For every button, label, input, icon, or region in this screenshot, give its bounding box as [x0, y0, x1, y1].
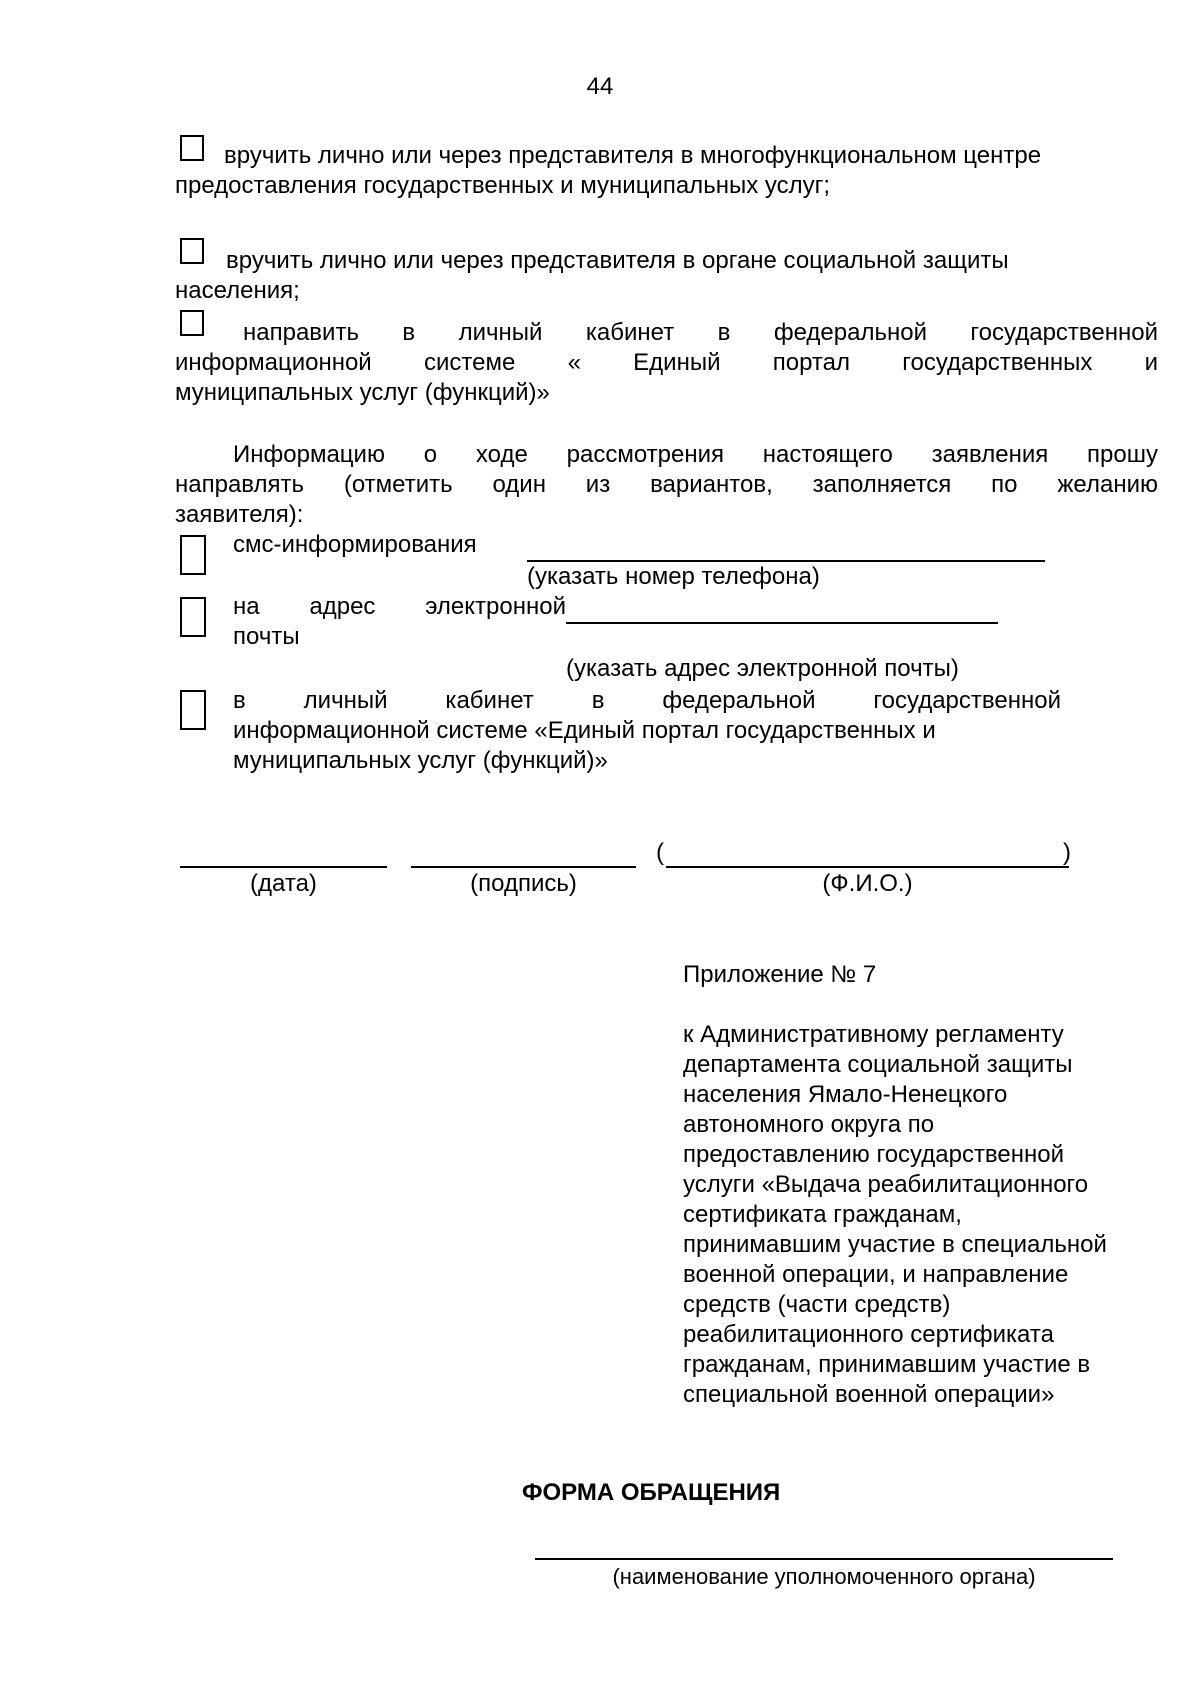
signature-label: (подпись)	[470, 870, 577, 897]
page-number: 44	[586, 73, 614, 100]
option-social-line2: населения;	[175, 277, 300, 304]
checkbox-sms[interactable]	[180, 535, 206, 575]
checkbox-social-office[interactable]	[180, 238, 204, 264]
appendix-line: предоставлению государственной	[683, 1141, 1065, 1168]
fio-line[interactable]	[666, 866, 1069, 868]
appendix-line: специальной военной операции»	[683, 1381, 1055, 1408]
checkbox-cabinet[interactable]	[180, 690, 206, 730]
option-gosuslugi-line2: информационной системе « Единый портал государственных и	[175, 349, 1158, 376]
appendix-line: автономного округа по	[683, 1111, 935, 1138]
authority-input-line[interactable]	[535, 1558, 1113, 1560]
appendix-text	[683, 1020, 1107, 1410]
appendix-line: услуги «Выдача реабилитационного	[683, 1171, 1089, 1198]
fio-open-paren: (	[656, 839, 664, 866]
appendix-line: населения Ямало-Ненецкого	[683, 1081, 1008, 1108]
appendix-line: гражданам, принимавшим участие в	[683, 1351, 1091, 1378]
cabinet-line2: информационной системе «Единый портал государственных и	[233, 717, 936, 744]
email-input-line[interactable]	[566, 622, 998, 624]
phone-hint: (указать номер телефона)	[527, 563, 820, 590]
email-hint: (указать адрес электронной почты)	[566, 655, 959, 682]
fio-label: (Ф.И.О.)	[822, 870, 913, 897]
checkbox-email[interactable]	[180, 597, 206, 637]
date-line[interactable]	[180, 866, 387, 868]
email-label-line1: на адрес электронной	[233, 593, 566, 620]
appendix-line: реабилитационного сертификата	[683, 1321, 1054, 1348]
date-label: (дата)	[250, 870, 317, 897]
info-paragraph-line1: Информацию о ходе рассмотрения настоящего заявления прошу	[233, 441, 1158, 468]
appendix-line: департамента социальной защиты	[683, 1051, 1073, 1078]
info-paragraph-line2: направлять (отметить один из вариантов, заполняется по желанию	[175, 471, 1158, 498]
appendix-line: военной операции, и направление	[683, 1261, 1069, 1288]
fio-close-paren: )	[1063, 839, 1071, 866]
option-gosuslugi-line1: направить в личный кабинет в федеральной государственной	[243, 319, 1158, 346]
cabinet-line1: в личный кабинет в федеральной государственной	[233, 687, 1061, 714]
authority-hint: (наименование уполномоченного органа)	[612, 1564, 1036, 1589]
appendix-line: к Административному регламенту	[683, 1021, 1064, 1048]
appendix-line: принимавшим участие в специальной	[683, 1231, 1107, 1258]
option-gosuslugi-line3: муниципальных услуг (функций)»	[175, 379, 550, 406]
option-mfc-line1: вручить лично или через представителя в многофункциональном центре	[224, 142, 1042, 169]
form-title: ФОРМА ОБРАЩЕНИЯ	[522, 1479, 781, 1506]
option-social-line1: вручить лично или через представителя в органе социальной защиты	[226, 247, 1009, 274]
info-paragraph-line3: заявителя):	[175, 501, 304, 528]
cabinet-line3: муниципальных услуг (функций)»	[233, 747, 608, 774]
email-label-line2: почты	[233, 623, 300, 650]
option-mfc-line2: предоставления государственных и муниципальных услуг;	[175, 172, 831, 199]
appendix-line: сертификата гражданам,	[683, 1201, 962, 1228]
sms-label: смс-информирования	[233, 531, 477, 558]
checkbox-gosuslugi[interactable]	[180, 310, 204, 336]
appendix-title: Приложение № 7	[683, 961, 877, 988]
appendix-line: средств (части средств)	[683, 1291, 951, 1318]
checkbox-mfc[interactable]	[180, 135, 204, 161]
signature-line[interactable]	[411, 866, 636, 868]
